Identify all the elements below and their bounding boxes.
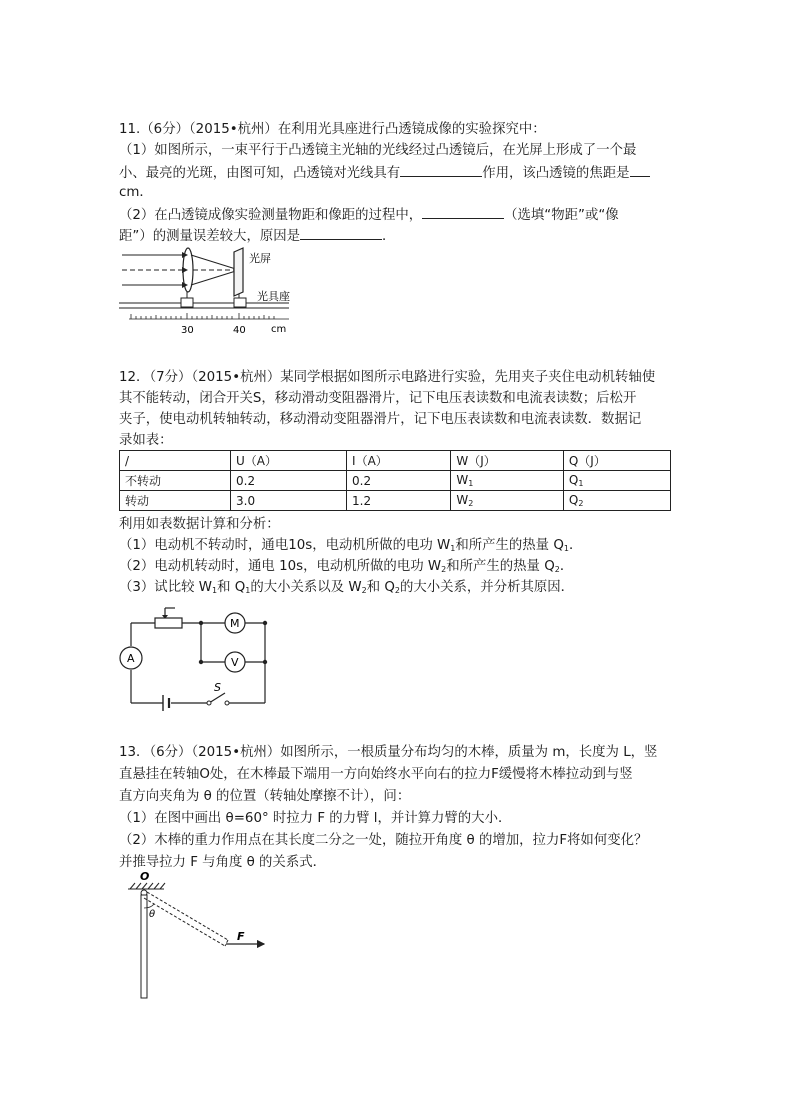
q11-part2-line2: 距”）的测量误差较大，原因是 ． (119, 225, 679, 246)
table-cell: $Q_2$ (563, 491, 670, 511)
switch-label: S (214, 681, 221, 694)
answer-blank-reason[interactable] (300, 225, 382, 240)
force-label: F (237, 930, 245, 943)
screen-label: 光屏 (249, 252, 271, 265)
ammeter-label: A (127, 652, 135, 665)
q13-line5: （2）木棒的重力作用点在其长度二分之一处，随拉开角度 θ 的增加，拉力F将如何变化？ (119, 833, 648, 848)
q13-line4: （1）在图中画出 θ=60° 时拉力 F 的力臂 l，并计算力臂的大小． (119, 811, 512, 826)
table-header-cell: / (120, 451, 231, 471)
pulled-rod (144, 892, 228, 946)
q13-line1: 13．（6分）（2015•杭州）如图所示，一根质量分布均匀的木棒，质量为 m，长度为 L，竖 (119, 745, 658, 760)
q12-intro-line2: 其不能转动，闭合开关S，移动滑动变阻器滑片，记下电压表读数和电流表读数；后松开 (119, 391, 637, 406)
bench-label: 光具座 (257, 290, 290, 303)
convex-lens (183, 248, 193, 292)
table-cell: $W_2$ (451, 491, 563, 511)
table-cell: 3.0 (231, 491, 347, 511)
light-screen (234, 248, 243, 296)
table-header-cell: W（J） (451, 451, 563, 471)
q12-intro-line3: 夹子，使电动机转轴转动，移动滑动变阻器滑片，记下电压表读数和电流表读数．数据记 (119, 412, 642, 427)
table-header-row (120, 451, 671, 471)
table-cell: 0.2 (347, 471, 451, 491)
table-header-cell: I（A） (347, 451, 451, 471)
q11-part1-line1: （1）如图所示，一束平行于凸透镜主光轴的光线经过凸透镜后，在光屏上形成了一个最 (119, 143, 637, 158)
q12-after-table: 利用如表数据计算和分析： (119, 517, 280, 532)
table-cell: $W_1$ (451, 471, 563, 491)
q13-line2: 直悬挂在转轴O处，在木棒最下端用一方向始终水平向右的拉力F缓慢将木棒拉动到与竖 (119, 767, 633, 782)
motor-label: M (230, 617, 240, 630)
q12-subquestion-1: （1）电动机不转动时，通电10s，电动机所做的电功 $W_1$和所产生的热量 $Q_1$． (119, 538, 583, 553)
angle-label: θ (149, 909, 156, 920)
q11-part1-line2: 小、最亮的光斑，由图可知，凸透镜对光线具有 作用，该凸透镜的焦距是 (119, 162, 679, 183)
table-cell: 0.2 (231, 471, 347, 491)
table-header-cell: Q（J） (563, 451, 670, 471)
convex-lens-figure (119, 242, 299, 342)
rod-figure (124, 870, 274, 1005)
table-cell: 1.2 (347, 491, 451, 511)
rheostat (155, 618, 182, 628)
q13-line6: 并推导拉力 F 与角度 θ 的关系式． (119, 855, 326, 870)
answer-blank-effect[interactable] (400, 162, 482, 177)
ruler-tick-30: 30 (181, 325, 194, 336)
screen-holder (234, 298, 246, 307)
circuit-diagram (117, 600, 277, 715)
q12-subquestion-2: （2）电动机转动时，通电 10s，电动机所做的电功 $W_2$和所产生的热量 $Q_2$． (119, 559, 574, 574)
hanging-rod (141, 895, 147, 998)
q12-intro-line1: 12．（7分）（2015•杭州）某同学根据如图所示电路进行实验，先用夹子夹住电动机转轴使 (119, 370, 656, 385)
ruler-tick-40: 40 (233, 325, 246, 336)
voltmeter-label: V (231, 656, 239, 669)
table-cell: 转动 (120, 491, 231, 511)
q11-header: 11.（6分）（2015•杭州）在利用光具座进行凸透镜成像的实验探究中： (119, 122, 546, 137)
lens-holder (181, 298, 193, 307)
q12-intro-line4: 录如表： (119, 433, 173, 448)
table-cell: 不转动 (120, 471, 231, 491)
q12-subquestion-3: （3）试比较 $W_1$和 $Q_1$的大小关系以及 $W_2$和 $Q_2$的大小关系，并分析其原因． (119, 580, 575, 595)
table-row (120, 491, 671, 511)
ruler-unit: cm (271, 324, 287, 335)
q13-line3: 直方向夹角为 θ 的位置（转轴处摩擦不计），问： (119, 789, 411, 804)
data-table (119, 450, 671, 511)
q11-part2-line1: （2）在凸透镜成像实验测量物距和像距的过程中， （选填“物距”或“像 (119, 204, 679, 225)
table-row (120, 471, 671, 491)
q11-part1-line3: cm． (119, 185, 153, 200)
answer-blank-focal-length[interactable] (630, 162, 650, 177)
answer-blank-distance[interactable] (422, 204, 504, 219)
pivot-label: O (140, 870, 150, 883)
ceiling-hatch (128, 883, 165, 889)
table-cell: $Q_1$ (563, 471, 670, 491)
ruler (129, 313, 289, 319)
table-header-cell: U（A） (231, 451, 347, 471)
